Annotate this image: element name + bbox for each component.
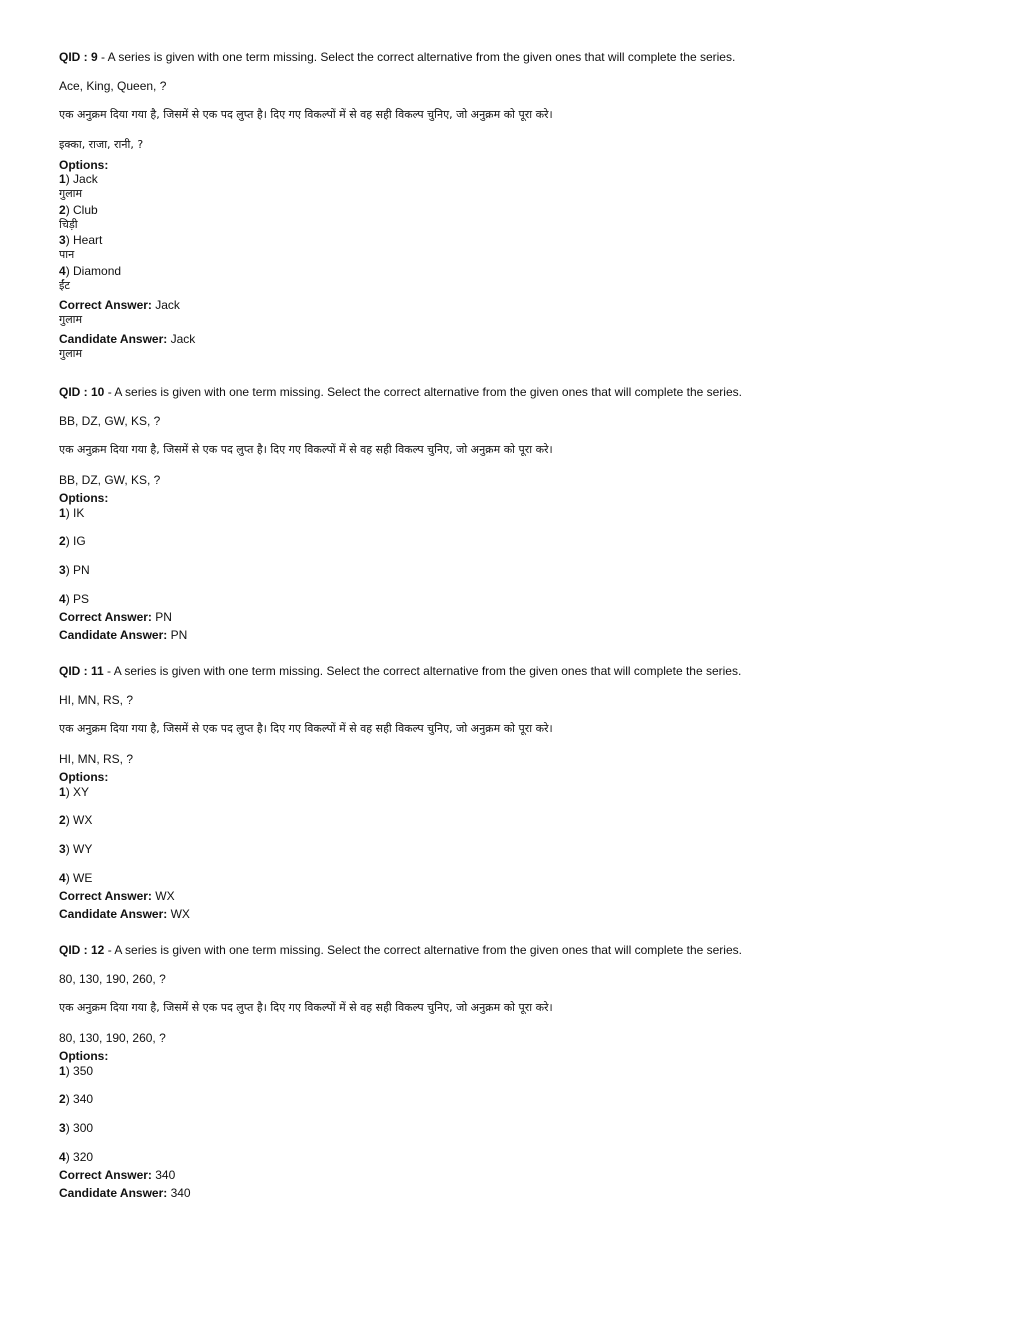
options-label: Options: (59, 491, 109, 505)
series-hindi: इक्का, राजा, रानी, ? (59, 138, 144, 151)
option-number: 4 (59, 264, 66, 278)
question-hindi: एक अनुक्रम दिया गया है, जिसमें से एक पद लुप्त है। दिए गए विकल्पों में से वह सही विकल्प चुनिए, जो अनुक्रम को पूरा करे। (59, 443, 553, 456)
option-number: 2 (59, 534, 66, 548)
qid-label: QID : 10 (59, 385, 105, 399)
question-hindi: एक अनुक्रम दिया गया है, जिसमें से एक पद लुप्त है। दिए गए विकल्पों में से वह सही विकल्प चुनिए, जो अनुक्रम को पूरा करे। (59, 1001, 553, 1014)
correct-answer (59, 1168, 175, 1183)
correct-answer-value: Jack (151, 298, 180, 312)
correct-answer (59, 610, 172, 625)
correct-answer-label: Correct Answer: (59, 298, 152, 312)
option-number: 3 (59, 233, 66, 247)
option-3 (59, 842, 92, 857)
option-text: ) PS (65, 592, 90, 606)
series-english: 80, 130, 190, 260, ? (59, 972, 166, 986)
option-4 (59, 592, 89, 607)
question-header (59, 943, 742, 958)
correct-answer-label: Correct Answer: (59, 889, 152, 903)
candidate-answer-label: Candidate Answer: (59, 628, 168, 642)
candidate-answer-label: Candidate Answer: (59, 907, 168, 921)
option-number: 1 (59, 1064, 66, 1078)
qid-label: QID : 12 (59, 943, 105, 957)
option-text: ) Club (65, 203, 98, 217)
question-text: - A series is given with one term missing. Select the correct alternative from the given ones that will complete the series. (103, 664, 742, 678)
candidate-answer-value: WX (167, 907, 190, 921)
option-text: ) 350 (65, 1064, 94, 1078)
correct-answer (59, 298, 180, 313)
option-text: ) Diamond (65, 264, 122, 278)
question-header (59, 50, 735, 65)
series-english: BB, DZ, GW, KS, ? (59, 414, 161, 428)
option-2 (59, 534, 86, 549)
option-1 (59, 172, 98, 187)
option-3 (59, 1121, 93, 1136)
option-text: ) IG (65, 534, 86, 548)
candidate-answer (59, 332, 195, 347)
option-number: 2 (59, 203, 66, 217)
option-3-hindi: पान (59, 248, 75, 261)
option-4 (59, 1150, 93, 1165)
question-text: - A series is given with one term missing. Select the correct alternative from the given ones that will complete the series. (104, 385, 742, 399)
option-4 (59, 264, 121, 279)
option-number: 1 (59, 785, 66, 799)
option-text: ) IK (65, 506, 85, 520)
option-number: 2 (59, 813, 66, 827)
correct-answer-value: PN (151, 610, 172, 624)
qid-label: QID : 11 (59, 664, 104, 678)
qid-label: QID : 9 (59, 50, 98, 64)
series-hindi: HI, MN, RS, ? (59, 752, 134, 766)
option-3 (59, 233, 102, 248)
option-4 (59, 871, 92, 886)
question-header (59, 385, 742, 400)
option-text: ) 320 (65, 1150, 94, 1164)
option-number: 2 (59, 1092, 66, 1106)
option-number: 4 (59, 592, 66, 606)
option-2 (59, 203, 98, 218)
option-text: ) Heart (65, 233, 103, 247)
correct-answer-hindi: गुलाम (59, 313, 83, 326)
question-hindi: एक अनुक्रम दिया गया है, जिसमें से एक पद लुप्त है। दिए गए विकल्पों में से वह सही विकल्प चुनिए, जो अनुक्रम को पूरा करे। (59, 108, 553, 121)
candidate-answer-value: Jack (167, 332, 196, 346)
candidate-answer-label: Candidate Answer: (59, 332, 168, 346)
option-text: ) 300 (65, 1121, 94, 1135)
option-1 (59, 506, 84, 521)
option-4-hindi: ईंट (59, 279, 70, 292)
correct-answer (59, 889, 175, 904)
option-text: ) WE (65, 871, 93, 885)
option-text: ) Jack (65, 172, 98, 186)
options-label: Options: (59, 1049, 109, 1063)
correct-answer-label: Correct Answer: (59, 1168, 152, 1182)
candidate-answer-value: 340 (167, 1186, 191, 1200)
correct-answer-value: 340 (151, 1168, 176, 1182)
option-number: 4 (59, 1150, 66, 1164)
series-hindi: BB, DZ, GW, KS, ? (59, 473, 161, 487)
question-text: - A series is given with one term missing. Select the correct alternative from the given ones that will complete the series. (97, 50, 736, 64)
option-1 (59, 785, 89, 800)
series-english: Ace, King, Queen, ? (59, 79, 167, 93)
option-text: ) XY (65, 785, 90, 799)
question-header (59, 664, 741, 679)
option-text: ) WX (65, 813, 93, 827)
option-number: 3 (59, 1121, 66, 1135)
question-hindi: एक अनुक्रम दिया गया है, जिसमें से एक पद लुप्त है। दिए गए विकल्पों में से वह सही विकल्प चुनिए, जो अनुक्रम को पूरा करे। (59, 722, 553, 735)
option-number: 3 (59, 563, 66, 577)
option-text: ) WY (65, 842, 93, 856)
option-2-hindi: चिड़ी (59, 218, 78, 231)
candidate-answer-label: Candidate Answer: (59, 1186, 168, 1200)
options-label: Options: (59, 770, 109, 784)
candidate-answer-value: PN (167, 628, 188, 642)
option-2 (59, 813, 92, 828)
candidate-answer (59, 1186, 191, 1201)
option-text: ) 340 (65, 1092, 94, 1106)
option-1-hindi: गुलाम (59, 187, 83, 200)
series-hindi: 80, 130, 190, 260, ? (59, 1031, 166, 1045)
option-2 (59, 1092, 93, 1107)
series-english: HI, MN, RS, ? (59, 693, 134, 707)
option-text: ) PN (65, 563, 90, 577)
option-3 (59, 563, 90, 578)
option-number: 3 (59, 842, 66, 856)
candidate-answer-hindi: गुलाम (59, 347, 83, 360)
question-text: - A series is given with one term missing. Select the correct alternative from the given ones that will complete the series. (104, 943, 742, 957)
option-1 (59, 1064, 93, 1079)
correct-answer-label: Correct Answer: (59, 610, 152, 624)
candidate-answer (59, 907, 190, 922)
correct-answer-value: WX (151, 889, 175, 903)
candidate-answer (59, 628, 187, 643)
option-number: 1 (59, 172, 66, 186)
option-number: 4 (59, 871, 66, 885)
option-number: 1 (59, 506, 66, 520)
options-label: Options: (59, 158, 109, 172)
